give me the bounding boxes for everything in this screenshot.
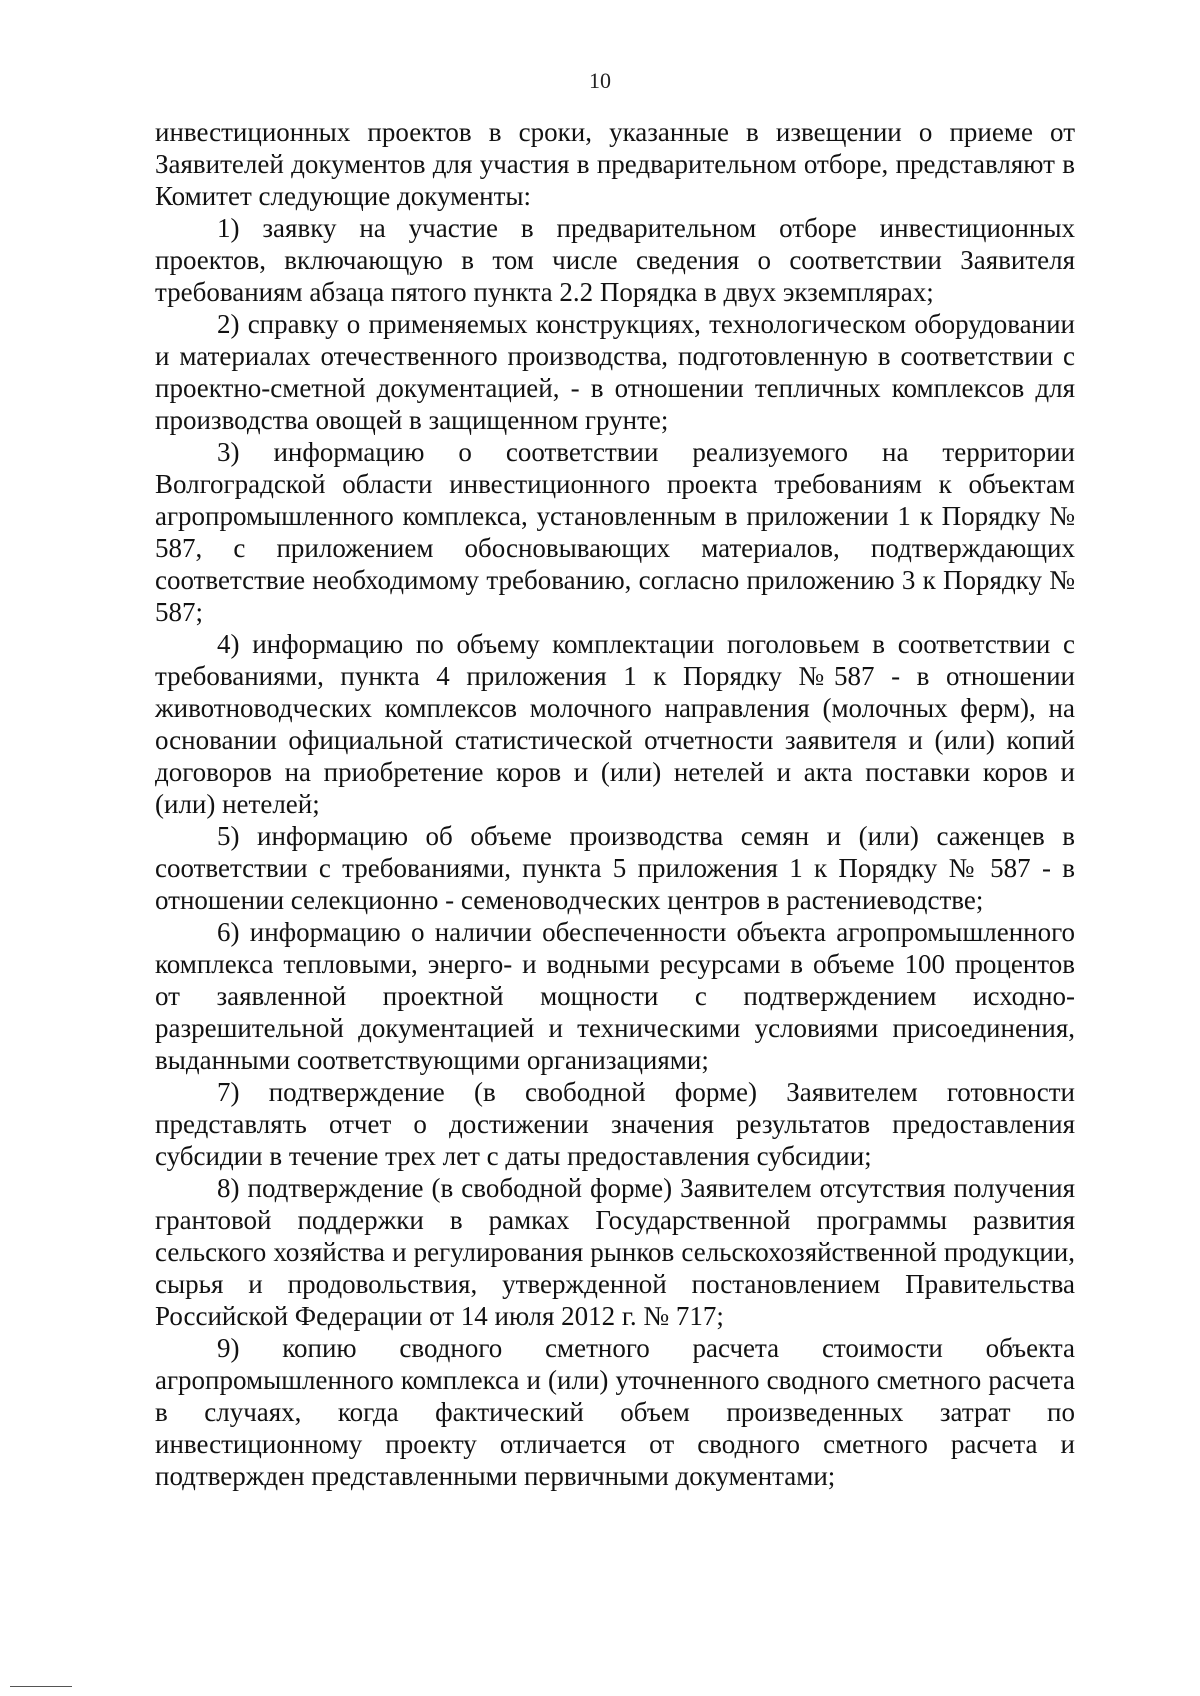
paragraph-item-2: 2) справку о применяемых конструкциях, технологическом оборудовании и материалах отечественного производства, подготовленную в соответствии с проектно-сметной документацией, - в отношении тепличных комплексов для производства овощей в защищенном грунте;: [155, 309, 1075, 435]
paragraph-item-7: 7) подтверждение (в свободной форме) Заявителем готовности представлять отчет о достижении значения результатов предоставления субсидии в течение трех лет с даты предоставления субсидии;: [155, 1077, 1075, 1171]
paragraph-item-8: 8) подтверждение (в свободной форме) Заявителем отсутствия получения грантовой поддержки в рамках Государственной программы развития сельского хозяйства и регулирования рынков сельскохозяйственной продукции, сырья и продовольствия, утвержденной постановлением Правительства Российской Федерации от 14 июля 2012 г. № 717;: [155, 1173, 1075, 1331]
paragraph-item-4: 4) информацию по объему комплектации поголовьем в соответствии с требованиями, пункта 4 приложения 1 к Порядку №587 - в отношении животноводческих комплексов молочного направления (молочных ферм), на основании официальной статистической отчетности заявителя и (или) копий договоров на приобретение коров и (или) нетелей и акта поставки коров и (или) нетелей;: [155, 629, 1075, 819]
paragraph-item-3: 3) информацию о соответствии реализуемого на территории Волгоградской области инвестиционного проекта требованиям к объектам агропромышленного комплекса, установленным в приложении 1 к Порядку № 587, с приложением обосновывающих материалов, подтверждающих соответствие необходимому требованию, согласно приложению 3 к Порядку № 587;: [155, 437, 1075, 627]
paragraph-item-5: 5) информацию об объеме производства семян и (или) саженцев в соответствии с требованиями, пункта 5 приложения 1 к Порядку № 587 - в отношении селекционно - семеноводческих центров в растениеводстве;: [155, 821, 1075, 915]
scan-edge-line: [10, 1686, 72, 1687]
page-number: 10: [589, 68, 611, 93]
paragraph-item-1: 1) заявку на участие в предварительном отборе инвестиционных проектов, включающую в том числе сведения о соответствии Заявителя требованиям абзаца пятого пункта 2.2 Порядка в двух экземплярах;: [155, 213, 1075, 307]
document-body: [155, 116, 1075, 1492]
paragraph-intro: инвестиционных проектов в сроки, указанные в извещении о приеме от Заявителей документов для участия в предварительном отборе, представляют в Комитет следующие документы:: [155, 117, 1075, 211]
paragraph-item-6: 6) информацию о наличии обеспеченности объекта агропромышленного комплекса тепловыми, энерго- и водными ресурсами в объеме 100 процентов от заявленной проектной мощности с подтверждением исходно-разрешительной документацией и техническими условиями присоединения, выданными соответствующими организациями;: [155, 917, 1075, 1075]
paragraph-item-9: 9) копию сводного сметного расчета стоимости объекта агропромышленного комплекса и (или) уточненного сводного сметного расчета в случаях, когда фактический объем произведенных затрат по инвестиционному проекту отличается от сводного сметного расчета и подтвержден представленными первичными документами;: [155, 1333, 1075, 1491]
